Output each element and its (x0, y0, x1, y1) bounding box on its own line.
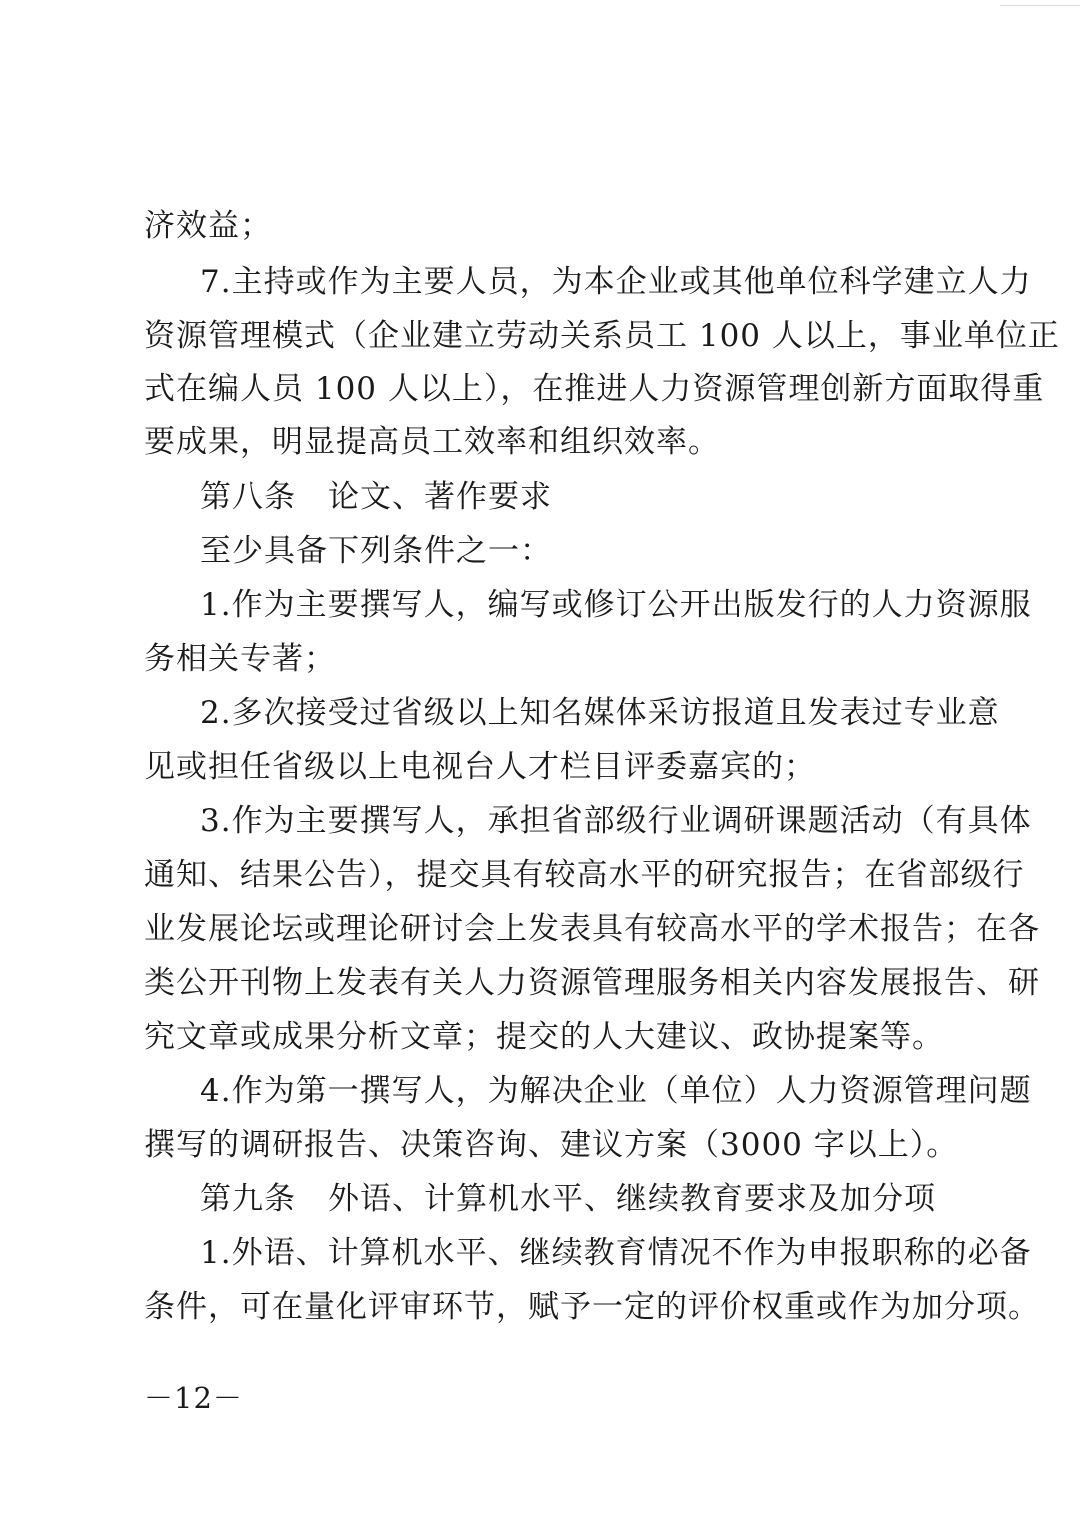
text-line-10: 2.多次接受过省级以上知名媒体采访报道且发表过专业意 (200, 695, 1000, 731)
text-line-15: 类公开刊物上发表有关人力资源管理服务相关内容发展报告、研 (144, 965, 1040, 1001)
text-line-5: 要成果，明显提高员工效率和组织效率。 (144, 424, 720, 460)
text-line-9: 务相关专著； (144, 641, 336, 677)
text-line-18: 撰写的调研报告、决策咨询、建议方案（3000 字以上）。 (144, 1127, 959, 1163)
text-line-20: 1.外语、计算机水平、继续教育情况不作为申报职称的必备 (200, 1235, 1032, 1271)
text-line-21: 条件，可在量化评审环节，赋予一定的评价权重或作为加分项。 (144, 1289, 1040, 1325)
page-number: －12－ (144, 1381, 243, 1415)
section-heading-article-8: 第八条 论文、著作要求 (200, 479, 552, 515)
text-line-2: 7.主持或作为主要人员，为本企业或其他单位科学建立人力 (200, 264, 1032, 300)
scan-edge-mark (1000, 0, 1080, 6)
text-line-3: 资源管理模式（企业建立劳动关系员工 100 人以上，事业单位正 (144, 318, 1060, 354)
text-line-4: 式在编人员 100 人以上），在推进人力资源管理创新方面取得重 (144, 371, 1045, 407)
text-line-12: 3.作为主要撰写人，承担省部级行业调研课题活动（有具体 (200, 803, 1032, 839)
section-heading-article-9: 第九条 外语、计算机水平、继续教育要求及加分项 (200, 1181, 936, 1217)
text-line-13: 通知、结果公告），提交具有较高水平的研究报告；在省部级行 (144, 857, 1025, 893)
text-line-8: 1.作为主要撰写人，编写或修订公开出版发行的人力资源服 (200, 587, 1032, 623)
text-line-1: 济效益； (144, 208, 272, 244)
text-line-17: 4.作为第一撰写人，为解决企业（单位）人力资源管理问题 (200, 1073, 1032, 1109)
text-line-14: 业发展论坛或理论研讨会上发表具有较高水平的学术报告；在各 (144, 911, 1040, 947)
text-line-11: 见或担任省级以上电视台人才栏目评委嘉宾的； (144, 749, 816, 785)
text-line-7: 至少具备下列条件之一： (200, 533, 552, 569)
text-line-16: 究文章或成果分析文章；提交的人大建议、政协提案等。 (144, 1019, 944, 1055)
